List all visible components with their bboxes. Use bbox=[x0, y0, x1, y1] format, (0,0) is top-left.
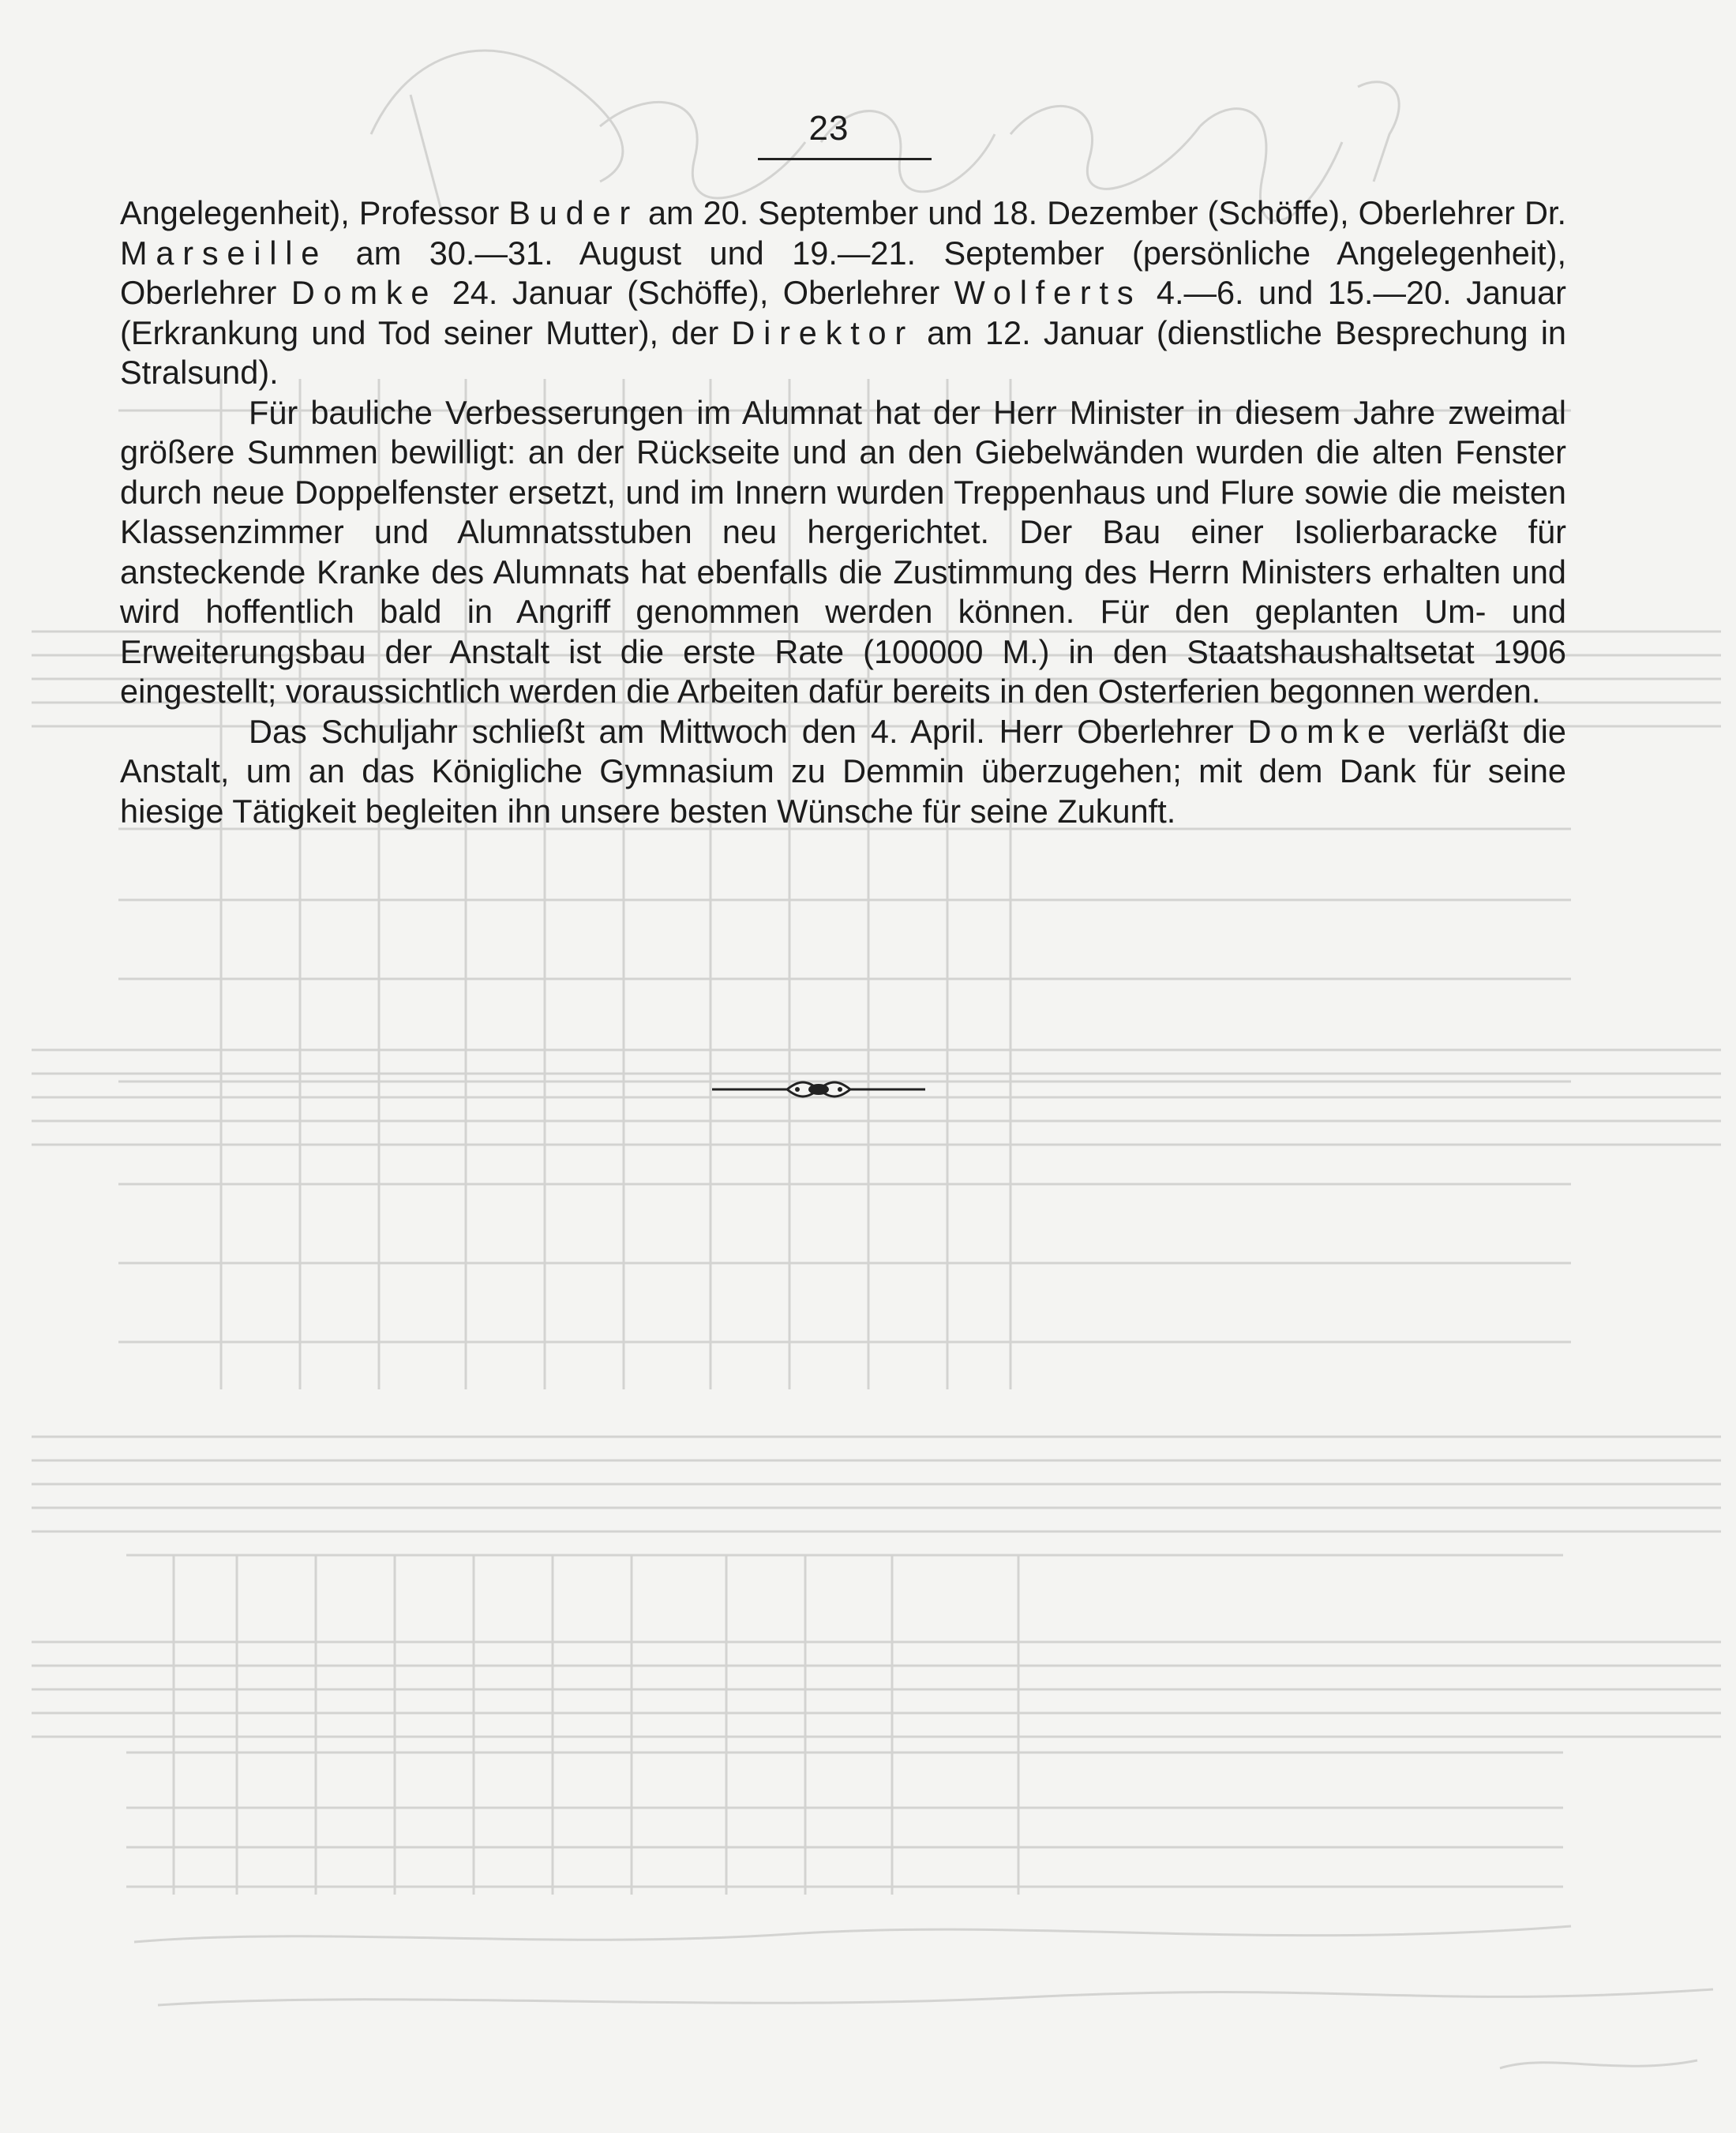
text-run: 24. Januar (Schöffe), Oberlehrer bbox=[437, 274, 954, 311]
text-run: am 12. Januar (dienstliche Besprechung in Stralsund). bbox=[120, 313, 1566, 391]
ornament-divider bbox=[712, 1074, 925, 1105]
body-text bbox=[120, 193, 1566, 831]
text-run: Angelegenheit), Professor bbox=[120, 194, 509, 231]
text-run: am 20. September und 18. Dezember (Schöffe), Oberlehrer Dr. bbox=[638, 194, 1566, 231]
page-number-underline bbox=[758, 158, 932, 160]
paragraph-building-improvements: Für bauliche Verbesserungen im Alumnat hat der Herr Minister in diesem Jahre zweimal größere Summen bewilligt: an der Rückseite und an den Giebelwänden wurden die alten Fenster durch neue Doppelfenster ersetzt, und im Innern wurden Treppenhaus und Flure sowie die meisten Klassenzimmer und Alumnatsstuben neu hergerichtet. Der Bau einer Isolierbaracke für ansteckende Kranke des Alumnats hat ebenfalls die Zustimmung des Herrn Ministers erhalten und wird hoffentlich bald in Angriff genommen werden können. Für den geplanten Um- und Erweiterungsbau der Anstalt ist die erste Rate (100000 M.) in den Staatshaushaltsetat 1906 eingestellt; voraussichtlich werden die Arbeiten dafür bereits in den Osterferien begonnen werden. bbox=[120, 393, 1566, 710]
text-run: verläßt die Anstalt, um an das Königliche Gymnasium zu Demmin überzugehen; mit dem Dank für seine hiesige Tätigkeit begleiten ihn unsere besten Wünsche für seine Zukunft. bbox=[120, 712, 1566, 830]
person-name-marseille: Marseille bbox=[120, 234, 328, 272]
person-name-direktor: Direktor bbox=[731, 313, 914, 351]
text-run: am 30.—31. August und 19.—21. September (persönliche Angelegenheit), Oberlehrer bbox=[120, 234, 1566, 311]
person-name-wolferts: Wolferts bbox=[954, 274, 1142, 311]
page-number: 23 bbox=[808, 109, 849, 148]
text-run: Das Schuljahr schließt am Mittwoch den 4. April. Herr Oberlehrer bbox=[249, 712, 1248, 750]
person-name-domke: Domke bbox=[1247, 712, 1394, 750]
paragraph-school-year-end bbox=[120, 712, 1566, 832]
text-run: 4.—6. und 15.—20. Januar (Erkrankung und Tod seiner Mutter), der bbox=[120, 274, 1566, 351]
person-name-domke: Domke bbox=[291, 274, 438, 311]
paragraph-leave-of-absence bbox=[120, 193, 1566, 393]
person-name-buder: Buder bbox=[508, 194, 639, 231]
